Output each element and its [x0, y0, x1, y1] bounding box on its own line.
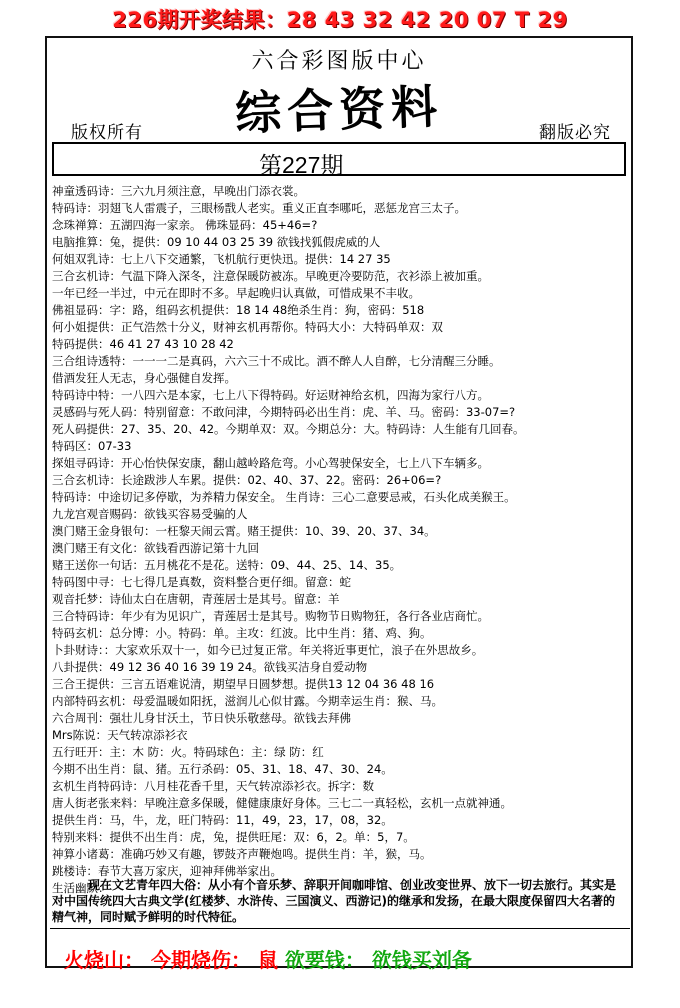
content-line: 探姐寻码诗：开心怡快保安康，翻山越岭路危弯。小心驾驶保安全，七上八下车辆多。	[52, 456, 489, 470]
content-line: 特码诗：中途切记多停歇，为养精力保安全。 生肖诗：三心二意要忌戒，石头化成美猴王。	[52, 490, 516, 504]
content-line: 内部特码玄机：母爱温暖如阳抚，滋润儿心似甘露。今期幸运生肖：猴、马。	[52, 694, 443, 708]
bottom-divider	[50, 928, 630, 929]
content-line: 神童透码诗：三六九月须注意，早晚出门添衣裳。	[52, 184, 305, 198]
content-line: 跳楼诗：春节大喜万家庆，迎神拜佛举家出。	[52, 864, 282, 878]
content-line: 特码图中寻：七七得几是真数，资料整合更仔细。留意：蛇	[52, 575, 351, 589]
content-line: 提供生肖：马，牛，龙，旺门特码：11，49，23，17，08，32。	[52, 813, 393, 827]
content-line: 死人码提供：27、35、20、42。今期单双：双。今期总分：大。特码诗：人生能有几回春。	[52, 422, 525, 436]
content-line: 三合特码诗：年少有为见识广，青莲居士是其号。购物节日购物狂，各行各业店商忙。	[52, 609, 489, 623]
content-line: 神算小诸葛：准确巧妙又有趣，锣鼓齐声鞭炮鸣。提供生肖：羊，猴，马。	[52, 847, 432, 861]
content-line: 灵感码与死人码：特别留意：不敢问津，今期特码必出生肖：虎、羊、马。密码：33-07=?	[52, 405, 516, 419]
content-line: 一年已经一半过，中元在即时不多。早起晚归认真做，可惜成果不丰收。	[52, 286, 420, 300]
content-line: 特别来料：提供不出生肖：虎，兔，提供旺尾：双：6，2。单：5，7。	[52, 830, 415, 844]
content-line: 澳门赌王金身银句：一枉黎天闹云霄。赌王提供：10、39、20、37、34。	[52, 524, 436, 538]
content-line: 特码区：07-33	[52, 439, 132, 453]
content-line: 三合玄机诗：气温下降入深冬，注意保暖防被冻。早晚更冷要防范，衣衫添上被加重。	[52, 269, 489, 283]
content-line: 生活幽默：	[52, 881, 110, 895]
content-line: 八卦提供：49 12 36 40 16 39 19 24。欲钱买洁身自爱动物	[52, 660, 368, 674]
content-line: 电脑推算：兔，提供：09 10 44 03 25 39 欲钱找狐假虎威的人	[52, 235, 381, 249]
content-line: 特码玄机：总分博：小。特码：单。主攻：红波。比中生肖：猪、鸡、狗。	[52, 626, 432, 640]
issue-number: 第227期	[259, 152, 344, 178]
content-line: 三合组诗透特：一一一二是真码，六六三十不成比。酒不醉人人自醉，七分清醒三分睡。	[52, 354, 501, 368]
content-line: 观音托梦：诗仙太白在唐朝，青莲居士是其号。留意：羊	[52, 592, 340, 606]
content-line: 借酒发狂人无志，身心强健自发挥。	[52, 371, 236, 385]
draw-result-banner: 226期开奖结果：28 43 32 42 20 07 T 29	[112, 8, 568, 32]
header	[47, 38, 631, 143]
content-line: 念珠禅算：五湖四海一家亲。 佛珠显码：45+46=?	[52, 218, 318, 232]
content-line: 三合玄机诗：长途跋涉人车累。提供：02、40、37、22。密码：26+06=?	[52, 473, 442, 487]
content-line: 何姐双乳诗：七上八下交通繁，飞机航行更快迅。提供：14 27 35	[52, 252, 391, 266]
bottom-bar	[64, 944, 472, 973]
content-line: 五行旺开：主：木 防：火。特码球色：主：绿 防：红	[52, 745, 324, 759]
issue-box	[52, 142, 626, 176]
main-title: 综合资料	[234, 79, 444, 141]
copyright-right: 翻版必究	[539, 123, 611, 143]
bottom-value-2: 鼠	[257, 948, 278, 972]
content-line: 六合周刊：强壮儿身甘沃土，节日快乐敬慈母。欲钱去拜佛	[52, 711, 351, 725]
content-line: 特码诗：羽翅飞人雷震子，三眼杨戬人老实。重义正直李哪吒，恶惩龙宫三太子。	[52, 201, 466, 215]
bottom-label-1: 火烧山：	[64, 948, 144, 972]
content-line: 澳门赌王有文化：欲钱看西游记第十九回	[52, 541, 259, 555]
content-line: 特码提供：46 41 27 43 10 28 42	[52, 337, 234, 351]
bottom-label-3: 欲要钱：	[284, 948, 365, 972]
bottom-value-3: 欲钱买刘备	[371, 948, 472, 972]
content-line: 九龙宫观音赐码：欲钱买容易受骗的人	[52, 507, 248, 521]
content-line: 三合王提供：三言五语难说清，期望早日圆梦想。提供13 12 04 36 48 16	[52, 677, 435, 691]
content-list	[52, 183, 630, 897]
bottom-label-2: 今期烧伤：	[150, 948, 251, 972]
content-line: 卜卦财诗：：大家欢乐双十一，如今已过复正常。年关将近事更忙，浪子在外思故乡。	[52, 643, 484, 657]
content-line: 何小姐提供：正气浩然十分义，财神玄机再帮你。特码大小：大特码单双：双	[52, 320, 443, 334]
content-line: 唐人街老张来料：早晚注意多保暖，健健康康好身体。三七二一真轻松，玄机一点就神通。	[52, 796, 512, 810]
humor-story: 现在文艺青年四大俗：从小有个音乐梦、辞职开间咖啡馆、创业改变世界、放下一切去旅行。其实是对中国传统四大古典文学(红楼梦、水浒传、三国演义、西游记)的继承和发扬，在最大限度保留四大名著的精气神，同时赋予鲜明的时代特征。	[52, 878, 617, 924]
copyright-left: 版权所有	[71, 123, 143, 143]
content-line: Mrs陈说：天气转凉添衫衣	[52, 728, 188, 742]
publication-title: 六合彩图版中心	[251, 49, 427, 74]
content-line: 特码诗中特：一八四六是本家，七上八下得特码。好运财神给玄机，四海为家行八方。	[52, 388, 489, 402]
content-line: 佛祖显码：字：路，组码玄机提供：18 14 48绝杀生肖：狗，密码：518	[52, 303, 425, 317]
content-line: 玄机生肖特码诗：八月桂花香千里，天气转凉添衫衣。拆字：数	[52, 779, 374, 793]
content-line: 赌王送你一句话：五月桃花不是花。送特：09、44、25、14、35。	[52, 558, 402, 572]
content-line: 今期不出生肖：鼠、猪。五行杀码：05、31、18、47、30、24。	[52, 762, 393, 776]
